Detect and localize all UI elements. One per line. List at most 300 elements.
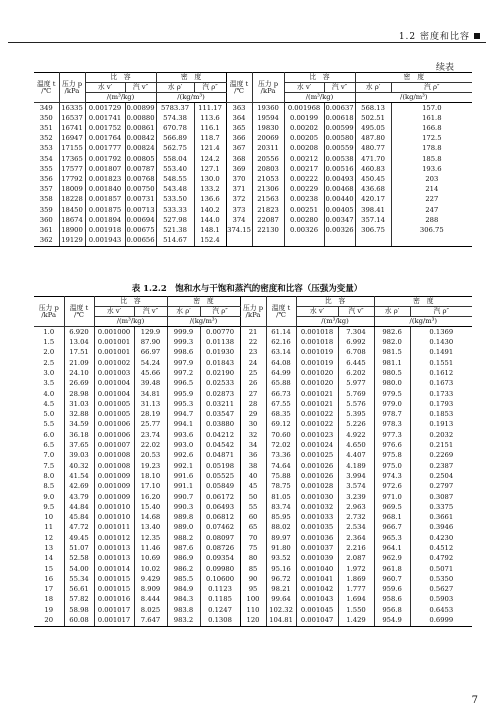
table-cell: 0.07462 xyxy=(200,523,240,533)
table-cell: 0.00538 xyxy=(325,154,354,163)
table-cell: 66.73 xyxy=(266,389,296,399)
table-cell: 0.1308 xyxy=(200,615,240,626)
table-cell: 471.70 xyxy=(355,154,391,164)
table-cell: 0.001018 xyxy=(296,327,338,338)
table-row xyxy=(34,215,472,225)
table-cell: 0.6453 xyxy=(429,605,454,614)
table-cell: 982.6 xyxy=(374,327,410,338)
table-cell: 0.001017 xyxy=(94,615,134,626)
table-row xyxy=(34,103,472,114)
header-temp-1: 温度 t /℃ xyxy=(34,73,59,103)
header-press-1: 压力 p /kPa xyxy=(59,73,85,103)
table-cell: 0.1430 xyxy=(429,338,454,347)
continued-label: 续表 xyxy=(435,63,454,73)
table-cell: 981.5 xyxy=(374,348,410,358)
table-cell: 357 xyxy=(34,185,59,195)
table-cell: 0.001001 xyxy=(94,337,134,347)
table-cell: 0.001036 xyxy=(296,533,338,543)
table-cell: 9.0 xyxy=(34,492,64,502)
header-press-2: 压力 p /kPa xyxy=(252,73,284,103)
table-cell: 87.90 xyxy=(134,337,167,347)
table-cell: 0.001026 xyxy=(296,471,338,481)
table-cell: 0.6999 xyxy=(410,615,472,626)
table-cell: 89.97 xyxy=(266,533,296,543)
table-row xyxy=(34,337,472,347)
table-cell: 373 xyxy=(226,205,252,215)
table-cell: 548.55 xyxy=(156,174,194,184)
table-cell: 120 xyxy=(240,615,266,626)
table-cell: 0.001875 xyxy=(85,205,125,215)
table-cell: 0.00251 xyxy=(284,205,324,215)
table-cell: 0.09354 xyxy=(200,554,240,564)
table-cell: 8.0 xyxy=(34,471,64,481)
table-cell: 0.5071 xyxy=(429,564,454,573)
table-cell: 363 xyxy=(226,103,252,114)
table-cell: 495.05 xyxy=(355,123,391,133)
table-cell: 0.3946 xyxy=(429,523,454,532)
table-cell: 95.16 xyxy=(266,564,296,574)
table-cell: 3.5 xyxy=(34,378,64,388)
table-cell: 984.3 xyxy=(167,595,200,605)
table-row xyxy=(34,144,472,154)
table-cell: 0.001030 xyxy=(296,492,338,502)
table-cell: 0.00202 xyxy=(284,123,324,133)
table-cell: 371 xyxy=(226,185,252,195)
table-cell: 0.00618 xyxy=(325,113,354,122)
header-water-rho: 水 ρ′ xyxy=(156,83,194,93)
header-unit-rho: /(kg/m³) xyxy=(374,317,472,327)
table-cell: 6.920 xyxy=(64,327,94,338)
table-cell: 998.6 xyxy=(167,348,200,358)
table-cell: 60.08 xyxy=(64,615,94,626)
table-cell: 95 xyxy=(240,584,266,594)
table-cell: 0.001019 xyxy=(296,348,338,358)
table-cell: 70 xyxy=(240,533,266,543)
table-cell: 0.001020 xyxy=(296,368,338,378)
header-steam-v: 汽 v″ xyxy=(134,307,167,317)
table-cell: 991.6 xyxy=(167,471,200,481)
table-cell: 0.00731 xyxy=(126,195,155,204)
table-cell: 989.8 xyxy=(167,512,200,522)
table-cell: 0.001019 xyxy=(296,358,338,368)
table-cell: 24 xyxy=(240,358,266,368)
table-cell: 62.16 xyxy=(266,337,296,347)
table-cell: 130.0 xyxy=(194,174,226,184)
table-cell: 0.001002 xyxy=(94,358,134,368)
table-cell: 0.02533 xyxy=(200,378,240,388)
table-row xyxy=(34,389,472,399)
table-cell: 10.02 xyxy=(134,564,167,574)
table-cell: 0.001035 xyxy=(296,523,338,533)
table-cell: 0.001894 xyxy=(85,215,125,225)
table-cell: 988.2 xyxy=(167,533,200,543)
table-cell: 358 xyxy=(34,195,59,205)
table-cell: 21306 xyxy=(252,185,284,195)
table-row xyxy=(34,327,472,338)
table-cell: 56.61 xyxy=(64,584,94,594)
table-cell: 157.0 xyxy=(422,103,442,112)
table-cell: 0.001013 xyxy=(94,543,134,553)
table-cell: 0.001013 xyxy=(94,554,134,564)
table-cell: 5.226 xyxy=(338,420,374,430)
table-cell: 4.922 xyxy=(338,430,374,440)
table-cell: 32 xyxy=(240,430,266,440)
table-cell: 64.08 xyxy=(266,358,296,368)
table-cell: 20803 xyxy=(252,164,284,174)
table-cell: 0.00516 xyxy=(325,164,354,173)
table-cell: 0.08097 xyxy=(200,533,240,543)
table-cell: 0.1491 xyxy=(429,348,454,357)
table-cell: 0.00212 xyxy=(284,154,324,164)
table-cell: 6.445 xyxy=(338,358,374,368)
table-cell: 152.4 xyxy=(194,235,226,246)
table-cell: 350 xyxy=(34,113,59,123)
table-row xyxy=(34,123,472,133)
table-row xyxy=(34,378,472,388)
table-cell: 5.769 xyxy=(338,389,374,399)
table-cell: 533.33 xyxy=(156,205,194,215)
table-cell: 7.304 xyxy=(338,327,374,338)
table-cell: 118.7 xyxy=(194,134,226,144)
table-cell: 25.77 xyxy=(134,420,167,430)
table-cell: 0.2032 xyxy=(429,430,454,439)
table-cell: 0.00656 xyxy=(126,236,155,245)
table-cell: 0.00599 xyxy=(325,124,354,133)
header-temp-1: 温度 t /℃ xyxy=(64,297,94,327)
table-cell: 17.10 xyxy=(134,481,167,491)
table-cell: 0.2387 xyxy=(429,461,454,470)
table-cell: 0.001017 xyxy=(94,605,134,615)
table-cell: 0.001045 xyxy=(296,605,338,615)
table-cell: 19594 xyxy=(252,113,284,123)
table-cell xyxy=(226,235,252,246)
table-cell: 969.5 xyxy=(374,502,410,512)
table-cell: 354 xyxy=(34,154,59,164)
table-cell: 12.35 xyxy=(134,533,167,543)
table-cell: 70.60 xyxy=(266,430,296,440)
table-cell: 13 xyxy=(34,543,64,553)
table-cell: 0.001042 xyxy=(296,584,338,594)
header-unit-v: /(m³/kg) xyxy=(296,317,374,327)
table-cell: 51.07 xyxy=(64,543,94,553)
table-cell: 4.407 xyxy=(338,451,374,461)
table-cell: 9.429 xyxy=(134,574,167,584)
table-cell: 0.001047 xyxy=(296,615,338,626)
table-cell: 18009 xyxy=(59,185,85,195)
table-cell: 0.001011 xyxy=(94,523,134,533)
table-cell: 6.0 xyxy=(34,430,64,440)
table-cell: 0.00675 xyxy=(126,225,155,234)
table-cell: 0.00238 xyxy=(284,195,324,205)
header-steam-v: 汽 v″ xyxy=(125,83,156,93)
table-cell: 0.001040 xyxy=(296,564,338,574)
table-cell: 45.84 xyxy=(64,512,94,522)
table-cell: 2.5 xyxy=(34,358,64,368)
table-cell: 16335 xyxy=(59,103,85,114)
table-cell: 32.88 xyxy=(64,409,94,419)
header-water-v: 水 v′ xyxy=(296,307,338,317)
table-cell: 50 xyxy=(240,492,266,502)
table-cell: 0.00208 xyxy=(284,144,324,154)
table-cell: 0.00768 xyxy=(126,175,155,183)
table-cell: 0.001006 xyxy=(94,430,134,440)
table-row xyxy=(34,368,472,378)
table-cell: 356 xyxy=(34,174,59,184)
table-cell: 979.5 xyxy=(374,389,410,399)
table-cell: 0.001823 xyxy=(85,174,125,184)
table-row xyxy=(34,440,472,450)
table-cell: 0.03547 xyxy=(200,409,240,419)
table-cell: 0.2151 xyxy=(429,441,454,450)
table-cell: 18674 xyxy=(59,215,85,225)
table-cell: 0.00468 xyxy=(325,185,354,194)
table-row xyxy=(34,195,472,205)
table-cell: 374.15 xyxy=(227,225,251,234)
table-cell: 436.68 xyxy=(355,185,391,195)
table-cell: 0.00637 xyxy=(325,103,354,112)
table-cell: 0.08726 xyxy=(200,543,240,553)
table-row xyxy=(34,595,472,605)
table-cell: 17577 xyxy=(59,164,85,174)
table-cell: 0.001026 xyxy=(296,461,338,471)
table-cell: 2.963 xyxy=(338,502,374,512)
table-cell: 990.7 xyxy=(167,492,200,502)
table-cell: 0.001840 xyxy=(85,185,125,195)
table-cell: 30 xyxy=(240,420,266,430)
table-cell: 521.38 xyxy=(156,225,194,235)
table-cell: 3.0 xyxy=(34,368,64,378)
table-cell: 533.50 xyxy=(156,195,194,205)
table-cell: 0.5350 xyxy=(429,574,454,583)
table-cell: 514.67 xyxy=(156,235,194,246)
header-density-1: 密 度 xyxy=(167,297,240,307)
table-cell: 398.41 xyxy=(355,205,391,215)
table-cell: 1.0 xyxy=(34,327,64,338)
table-cell: 5.977 xyxy=(338,378,374,388)
table-cell: 964.1 xyxy=(374,543,410,553)
header-specific-volume-2: 比 容 xyxy=(284,73,355,83)
table-cell: 72.02 xyxy=(266,440,296,450)
table-cell: 0.001009 xyxy=(94,492,134,502)
table-cell: 136.6 xyxy=(194,195,226,205)
table-cell: 966.7 xyxy=(374,523,410,533)
table-cell: 26.69 xyxy=(64,378,94,388)
table-cell: 16 xyxy=(34,574,64,584)
table-cell: 353 xyxy=(34,144,59,154)
table-cell: 2.0 xyxy=(34,348,64,358)
table-cell: 227 xyxy=(425,195,439,204)
table-cell: 986.9 xyxy=(167,554,200,564)
table-cell: 0.02873 xyxy=(200,389,240,399)
table-cell: 69.12 xyxy=(266,420,296,430)
table-cell: 0.00222 xyxy=(284,174,324,184)
header-steam-v: 汽 v″ xyxy=(338,307,374,317)
table-cell: 0.001003 xyxy=(94,368,134,378)
table-cell: 22 xyxy=(240,337,266,347)
table-continued xyxy=(34,72,472,247)
table-cell: 993.0 xyxy=(167,440,200,450)
table-cell: 0.001024 xyxy=(296,440,338,450)
header-square-icon xyxy=(474,33,480,39)
table-cell: 6.708 xyxy=(338,348,374,358)
table-cell: 39.03 xyxy=(64,451,94,461)
table-cell: 18450 xyxy=(59,205,85,215)
table-cell: 91.80 xyxy=(266,543,296,553)
table-cell: 976.6 xyxy=(374,440,410,450)
table-cell: 995.9 xyxy=(167,389,200,399)
table-cell: 0.00694 xyxy=(126,215,155,224)
table-cell: 55 xyxy=(240,502,266,512)
table-cell: 45 xyxy=(240,481,266,491)
table-cell: 0.001005 xyxy=(94,409,134,419)
table-cell: 0.10600 xyxy=(200,574,240,584)
table-cell: 127.1 xyxy=(194,164,226,174)
table-cell: 214 xyxy=(425,185,439,194)
table-cell: 0.1673 xyxy=(429,379,454,388)
table-cell: 5.395 xyxy=(338,409,374,419)
table-cell: 44.84 xyxy=(64,502,94,512)
table-cell: 102.32 xyxy=(266,605,296,615)
table-cell: 368 xyxy=(226,154,252,164)
table-cell: 2.087 xyxy=(338,554,374,564)
table-cell: 45.66 xyxy=(134,368,167,378)
table-cell: 0.00280 xyxy=(284,215,324,225)
table-cell: 21563 xyxy=(252,195,284,205)
table-cell: 1.869 xyxy=(338,574,374,584)
table-cell: 74.64 xyxy=(266,461,296,471)
table-cell: 991.1 xyxy=(167,481,200,491)
table-cell: 0.2797 xyxy=(429,482,454,491)
table-cell: 0.001012 xyxy=(94,533,134,543)
table-cell: 75 xyxy=(240,543,266,553)
table-cell: 22087 xyxy=(252,215,284,225)
table-row xyxy=(34,235,472,246)
table-cell: 0.001001 xyxy=(94,348,134,358)
table-cell: 502.51 xyxy=(355,113,391,123)
header-density-2: 密 度 xyxy=(355,73,472,83)
table-cell: 0.00770 xyxy=(200,327,240,338)
header-steam-rho: 汽 ρ″ xyxy=(410,307,472,317)
table-cell: 39.48 xyxy=(134,378,167,388)
header-steam-rho: 汽 ρ″ xyxy=(194,83,226,93)
table-cell: 0.04542 xyxy=(200,440,240,450)
table-cell: 954.9 xyxy=(374,615,410,626)
table-cell: 306.75 xyxy=(355,225,391,235)
header-unit-rho: /(kg/m³) xyxy=(156,93,226,103)
table-cell: 3.994 xyxy=(338,471,374,481)
table-cell: 10.69 xyxy=(134,554,167,564)
table-cell: 0.03880 xyxy=(200,420,240,430)
table-cell: 88.02 xyxy=(266,523,296,533)
table-cell: 369 xyxy=(226,164,252,174)
table-cell: 24.10 xyxy=(64,368,94,378)
table-cell: 0.00217 xyxy=(284,164,324,174)
table-cell: 3.574 xyxy=(338,481,374,491)
table-cell: 351 xyxy=(34,123,59,133)
table-cell: 27 xyxy=(240,389,266,399)
table-cell: 113.6 xyxy=(194,113,226,123)
table-cell: 17.51 xyxy=(64,348,94,358)
table-cell: 0.3375 xyxy=(429,502,454,511)
table-cell: 0.001008 xyxy=(94,451,134,461)
table-cell: 7.647 xyxy=(134,615,167,626)
table-cell: 0.001028 xyxy=(296,481,338,491)
table-cell: 0.2504 xyxy=(429,471,454,480)
table-row xyxy=(34,471,472,481)
table-cell: 0.00199 xyxy=(284,113,324,123)
table-cell: 0.01138 xyxy=(200,337,240,347)
table-cell: 0.001021 xyxy=(296,389,338,399)
table-cell: 104.81 xyxy=(266,615,296,626)
table-cell: 55.34 xyxy=(64,574,94,584)
table-cell: 90 xyxy=(240,574,266,584)
header-press-2: 压力 p /kPa xyxy=(240,297,266,327)
table-cell: 34 xyxy=(240,440,266,450)
table-cell: 66.97 xyxy=(134,348,167,358)
table-cell: 985.5 xyxy=(167,574,200,584)
table-row xyxy=(34,564,472,574)
table-cell: 420.17 xyxy=(355,195,391,205)
table-cell: 370 xyxy=(226,174,252,184)
table-cell: 0.001033 xyxy=(296,512,338,522)
table-cell: 54.00 xyxy=(64,564,94,574)
table-cell: 19.23 xyxy=(134,461,167,471)
table-cell: 65 xyxy=(240,523,266,533)
table-cell: 989.0 xyxy=(167,523,200,533)
table-cell: 2.732 xyxy=(338,512,374,522)
table-cell: 0.00205 xyxy=(284,134,324,144)
table-cell: 26 xyxy=(240,378,266,388)
table-row xyxy=(34,554,472,564)
header-unit-v: /(m³/kg) xyxy=(85,93,156,103)
table-cell: 365 xyxy=(226,123,252,133)
header-specific-volume-1: 比 容 xyxy=(94,297,167,307)
table-cell: 41.54 xyxy=(64,471,94,481)
table-cell: 0.001022 xyxy=(296,420,338,430)
table-row xyxy=(34,451,472,461)
table-row xyxy=(34,461,472,471)
table-cell: 129.9 xyxy=(134,327,167,338)
table-cell: 121.4 xyxy=(194,144,226,154)
table-cell: 0.5627 xyxy=(429,585,454,594)
table-cell: 0.1247 xyxy=(200,605,240,615)
table-cell: 8.444 xyxy=(134,595,167,605)
table-cell: 450.45 xyxy=(355,174,391,184)
table-cell: 0.00493 xyxy=(325,175,354,183)
header-water-v: 水 v′ xyxy=(284,83,324,93)
table-cell: 670.78 xyxy=(156,123,194,133)
header-water-rho: 水 ρ′ xyxy=(374,307,410,317)
table-cell: 16537 xyxy=(59,113,85,123)
table-cell: 0.00805 xyxy=(126,154,155,163)
table-cell: 8.909 xyxy=(134,584,167,594)
table-cell: 0.3661 xyxy=(429,513,454,522)
table-cell: 203 xyxy=(425,175,439,183)
table-cell: 124.2 xyxy=(194,154,226,164)
page-number: 7 xyxy=(471,695,478,706)
table-cell: 2.216 xyxy=(338,543,374,553)
table-cell: 553.40 xyxy=(156,164,194,174)
table-cell: 185.8 xyxy=(422,154,442,163)
header-water-rho: 水 ρ′ xyxy=(167,307,200,317)
table-cell: 0.1793 xyxy=(429,399,454,408)
table-cell: 60 xyxy=(240,512,266,522)
table-cell: 0.001007 xyxy=(94,440,134,450)
table-cell xyxy=(284,235,324,246)
table-cell: 0.001018 xyxy=(296,337,338,347)
table-row xyxy=(34,225,472,235)
table-cell: 0.001752 xyxy=(85,123,125,133)
